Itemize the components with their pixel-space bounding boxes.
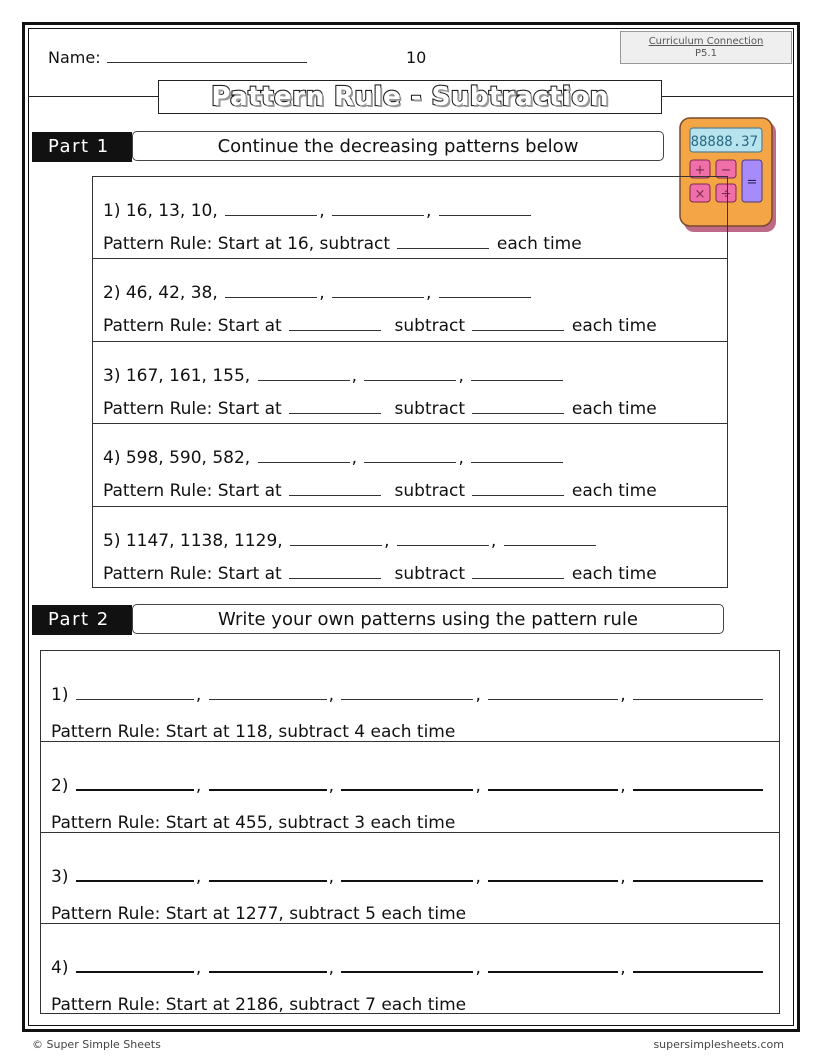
rule-line: Pattern Rule: Start at 2186, subtract 7 each time (51, 995, 467, 1015)
sequence-text: 1) 16, 13, 10, (103, 201, 218, 221)
rule-text: Pattern Rule: Start at (103, 481, 282, 502)
sequence-line: 4) 598, 590, 582, , , (103, 442, 727, 475)
name-field-row (48, 48, 307, 67)
answer-blank[interactable] (341, 777, 473, 791)
rule-end-text: each time (496, 234, 582, 254)
sequence-line: 5) 1147, 1138, 1129, , , (103, 525, 727, 558)
rule-text: Pattern Rule: Start at (103, 316, 282, 337)
answer-blank[interactable] (471, 449, 563, 463)
answer-blank[interactable] (76, 686, 194, 700)
answer-blank[interactable] (258, 449, 350, 463)
rule-line: Pattern Rule: Start at 1277, subtract 5 each time (51, 904, 467, 924)
rule-subtract-text: subtract (394, 481, 466, 502)
rule-subtract-text: subtract (394, 398, 466, 419)
problem-number: 2) (51, 776, 69, 796)
rule-blank[interactable] (289, 400, 381, 414)
part1-header (32, 132, 132, 162)
answer-blank[interactable] (488, 959, 618, 973)
rule-line (103, 558, 727, 591)
sequence-line: 1) , , , , (51, 677, 779, 714)
rule-subtract-text: subtract (394, 316, 466, 337)
answer-blank[interactable] (76, 959, 194, 973)
calc-key-times: × (694, 187, 706, 202)
rule-blank[interactable] (472, 565, 564, 579)
part1-problem-2 (93, 259, 727, 341)
sequence-text: 5) 1147, 1138, 1129, (103, 530, 283, 551)
answer-blank[interactable] (209, 686, 327, 700)
rule-blank[interactable] (472, 317, 564, 331)
part1-problems (92, 176, 728, 588)
rule-blank[interactable] (289, 482, 381, 496)
sequence-line: 2) 46, 42, 38, , , (103, 277, 727, 310)
sequence-line: 1) 16, 13, 10, , , (103, 195, 727, 228)
problem-number: 3) (51, 867, 69, 887)
answer-blank[interactable] (258, 367, 350, 381)
footer-website[interactable]: supersimplesheets.com (653, 1038, 784, 1051)
answer-blank[interactable] (633, 686, 763, 700)
part2-problem-2 (41, 742, 779, 833)
part2-problem-4 (41, 924, 779, 1015)
sequence-line: 3) 167, 161, 155, , , (103, 360, 727, 393)
rule-blank[interactable] (289, 565, 381, 579)
rule-line (103, 393, 727, 426)
rule-blank[interactable] (472, 482, 564, 496)
curriculum-connection-box (620, 31, 792, 64)
page-title: Pattern Rule - Subtraction (211, 82, 609, 112)
answer-blank[interactable] (290, 532, 382, 546)
calculator-display: 88888.37 (690, 134, 758, 150)
rule-line (103, 475, 727, 508)
rule-line (103, 228, 727, 261)
rule-text: Pattern Rule: Start at (103, 563, 282, 584)
answer-blank[interactable] (225, 202, 317, 216)
answer-blank[interactable] (341, 868, 473, 882)
answer-blank[interactable] (439, 284, 531, 298)
answer-blank[interactable] (439, 202, 531, 216)
problem-number: 4) (51, 958, 69, 978)
part2-header (32, 605, 132, 635)
rule-line: Pattern Rule: Start at 455, subtract 3 each time (51, 813, 456, 833)
answer-blank[interactable] (341, 686, 473, 700)
sequence-text: 2) 46, 42, 38, (103, 283, 218, 304)
answer-blank[interactable] (633, 777, 763, 791)
rule-text: Pattern Rule: Start at (103, 398, 282, 419)
name-label: Name: (48, 48, 101, 67)
sequence-line: 2) , , , , (51, 768, 779, 805)
name-blank[interactable] (107, 49, 307, 63)
part2-instruction: Write your own patterns using the pattern rule (132, 604, 724, 634)
answer-blank[interactable] (488, 868, 618, 882)
answer-blank[interactable] (504, 532, 596, 546)
answer-blank[interactable] (209, 868, 327, 882)
calc-key-divide: ÷ (720, 187, 732, 202)
rule-line: Pattern Rule: Start at 118, subtract 4 each time (51, 722, 456, 742)
part1-label: Part 1 (32, 132, 132, 162)
rule-end-text: each time (571, 398, 657, 419)
part1-problem-5 (93, 507, 727, 589)
answer-blank[interactable] (332, 284, 424, 298)
answer-blank[interactable] (364, 449, 456, 463)
part2-problem-1 (41, 651, 779, 742)
answer-blank[interactable] (633, 868, 763, 882)
part1-instruction: Continue the decreasing patterns below (132, 131, 664, 161)
answer-blank[interactable] (332, 202, 424, 216)
rule-blank[interactable] (472, 400, 564, 414)
calc-key-plus: + (694, 163, 706, 178)
answer-blank[interactable] (76, 777, 194, 791)
footer-copyright: © Super Simple Sheets (32, 1038, 161, 1051)
answer-blank[interactable] (209, 959, 327, 973)
rule-end-text: each time (571, 481, 657, 502)
calc-key-equals: = (746, 175, 758, 190)
rule-blank[interactable] (397, 235, 489, 249)
answer-blank[interactable] (76, 868, 194, 882)
answer-blank[interactable] (471, 367, 563, 381)
answer-blank[interactable] (341, 959, 473, 973)
part1-problem-4 (93, 424, 727, 506)
curriculum-label: Curriculum Connection (648, 36, 764, 47)
sequence-line: 3) , , , , (51, 859, 779, 896)
answer-blank[interactable] (488, 777, 618, 791)
answer-blank[interactable] (488, 686, 618, 700)
rule-text: Pattern Rule: Start at 16, subtract (103, 234, 391, 254)
title-box (158, 80, 662, 114)
answer-blank[interactable] (364, 367, 456, 381)
part2-problem-3 (41, 833, 779, 924)
part2-label: Part 2 (32, 605, 132, 635)
sequence-text: 4) 598, 590, 582, (103, 448, 251, 469)
rule-subtract-text: subtract (394, 563, 466, 584)
rule-blank[interactable] (289, 317, 381, 331)
sequence-line: 4) , , , , (51, 950, 779, 987)
part2-problems (40, 650, 780, 1014)
curriculum-code: P5.1 (695, 48, 717, 59)
part1-problem-1 (93, 177, 727, 259)
answer-blank[interactable] (633, 959, 763, 973)
rule-end-text: each time (571, 563, 657, 584)
calc-key-minus: − (720, 163, 732, 178)
part1-problem-3 (93, 342, 727, 424)
answer-blank[interactable] (225, 284, 317, 298)
rule-line (103, 310, 727, 343)
problem-number: 1) (51, 685, 69, 705)
rule-end-text: each time (571, 316, 657, 337)
answer-blank[interactable] (397, 532, 489, 546)
sequence-text: 3) 167, 161, 155, (103, 365, 251, 386)
score-value: 10 (406, 48, 427, 67)
answer-blank[interactable] (209, 777, 327, 791)
